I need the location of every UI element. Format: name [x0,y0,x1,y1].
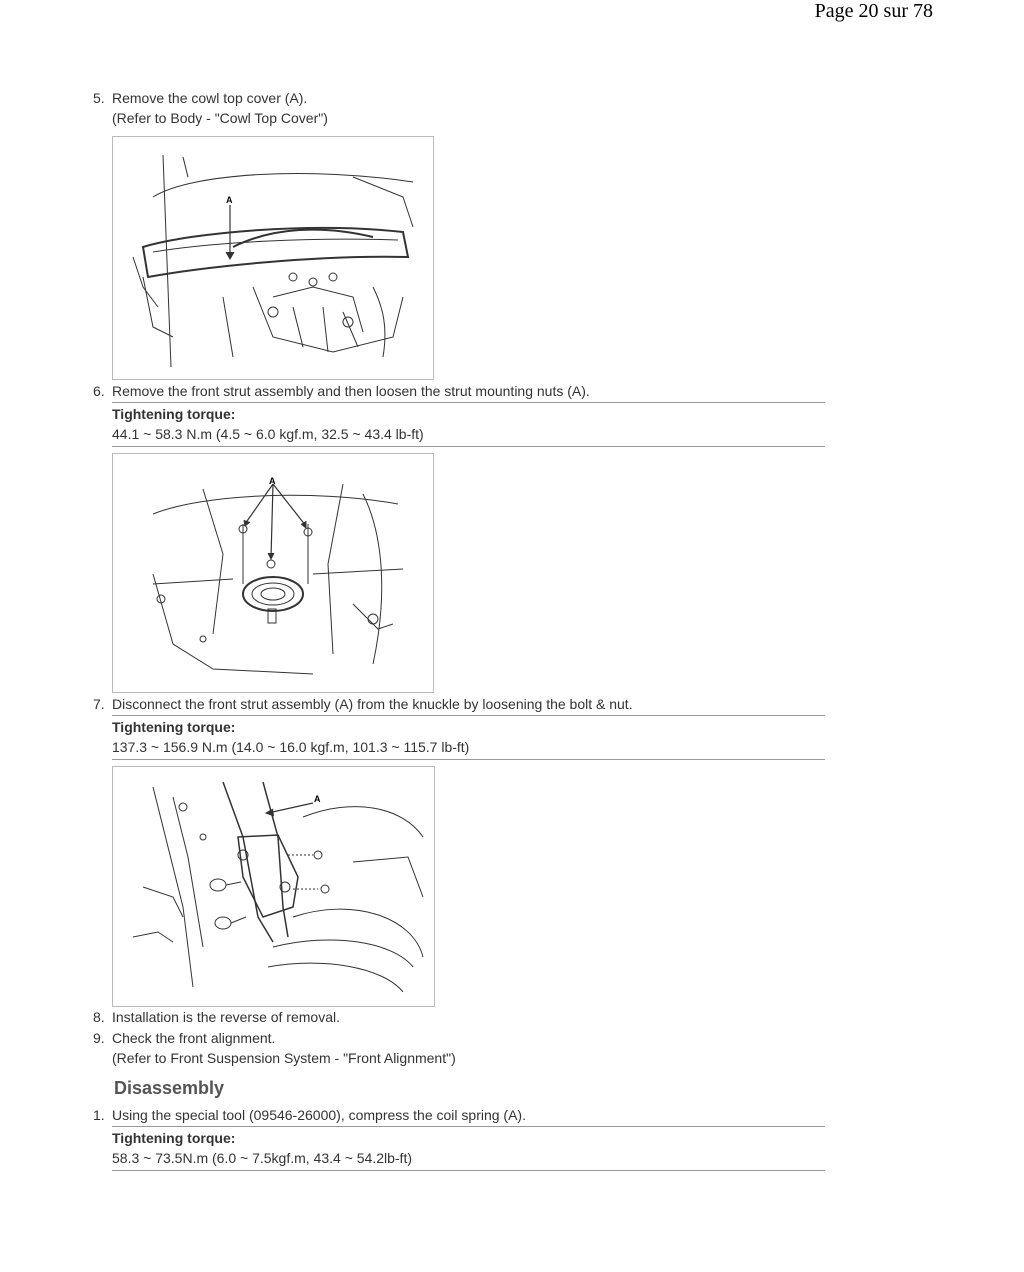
step-8 [93,1007,833,1027]
step-number: 9. [93,1030,105,1046]
step-text: Disconnect the front strut assembly (A) from the knuckle by loosening the bolt & nut. [112,696,633,712]
torque-value: 58.3 ~ 73.5N.m (6.0 ~ 7.5kgf.m, 43.4 ~ 54.2lb-ft) [112,1150,413,1166]
strut-knuckle-bolts-illustration [113,767,434,1006]
step-reference: (Refer to Body - "Cowl Top Cover") [112,110,328,126]
torque-value: 44.1 ~ 58.3 N.m (4.5 ~ 6.0 kgf.m, 32.5 ~ 43.4 lb-ft) [112,426,424,442]
step-text: Remove the front strut assembly and then loosen the strut mounting nuts (A). [112,383,590,399]
step-text: Using the special tool (09546-26000), compress the coil spring (A). [112,1107,526,1123]
step-text: Installation is the reverse of removal. [112,1009,340,1025]
document-body [93,88,833,1171]
callout-a: A [314,794,321,804]
step-7 [93,694,833,714]
torque-spec [112,1126,825,1171]
step-number: 6. [93,383,105,399]
torque-label: Tightening torque: [112,406,236,422]
step-number: 7. [93,696,105,712]
torque-spec [112,402,825,447]
cowl-top-cover-figure [112,136,434,380]
callout-a: A [269,476,276,486]
section-heading: Disassembly [114,1078,225,1098]
page-number: Page 20 sur 78 [814,0,933,22]
step-5 [93,88,833,128]
step-number: 8. [93,1009,105,1025]
step-number: 5. [93,90,105,106]
torque-label: Tightening torque: [112,719,236,735]
torque-label: Tightening torque: [112,1130,236,1146]
cowl-top-cover-illustration [113,137,433,379]
strut-mounting-nuts-illustration [113,454,433,692]
step-reference: (Refer to Front Suspension System - "Front Alignment") [112,1050,456,1066]
callout-a: A [226,195,233,205]
strut-knuckle-figure [112,766,435,1007]
strut-mounting-nuts-figure [112,453,434,693]
step-text: Check the front alignment. [112,1030,276,1046]
step-6 [93,381,833,401]
step-text: Remove the cowl top cover (A). [112,90,308,106]
torque-spec [112,715,825,760]
torque-value: 137.3 ~ 156.9 N.m (14.0 ~ 16.0 kgf.m, 101.3 ~ 115.7 lb-ft) [112,739,470,755]
disassembly-step-1 [93,1105,833,1125]
step-number: 1. [93,1107,105,1123]
step-9 [93,1028,833,1068]
